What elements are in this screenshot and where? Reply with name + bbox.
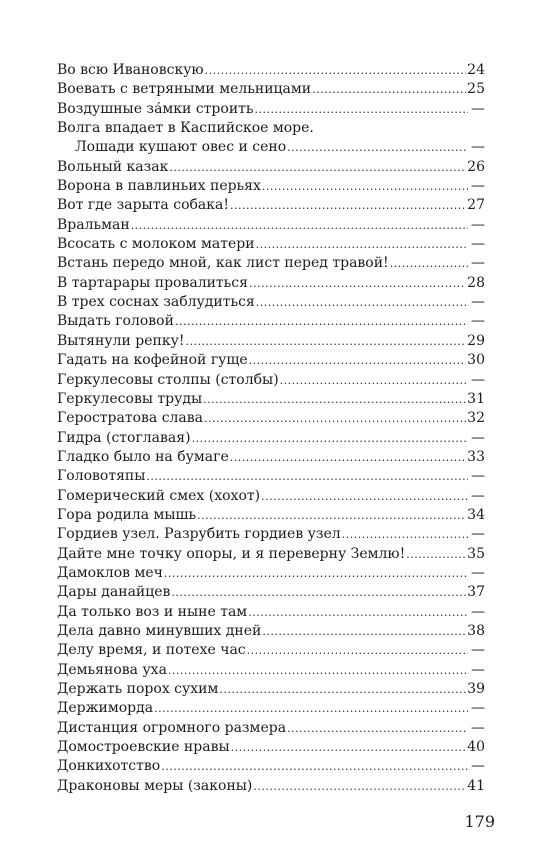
toc-entry [57, 661, 485, 680]
toc-entry-title: Геростратова слава [57, 410, 204, 427]
toc-entry [57, 641, 485, 660]
toc-entry-title: Держиморда [57, 700, 154, 717]
dot-leader [406, 545, 466, 564]
toc-entry [57, 506, 485, 525]
toc-entry-title: Гадать на кофейной гуще [57, 352, 248, 369]
dot-leader [168, 661, 468, 680]
toc-entry-page: 26 [467, 158, 485, 175]
toc-entry-title: Геркулесовы столпы (столбы) [57, 371, 279, 388]
toc-entry-page: 37 [467, 584, 485, 601]
dot-leader [280, 371, 468, 390]
toc-entry [57, 583, 485, 602]
dot-leader [231, 738, 467, 757]
toc-entry-page: 39 [467, 681, 485, 697]
toc-entry [57, 351, 485, 370]
dot-leader [262, 622, 466, 641]
toc-entry [57, 777, 485, 796]
dot-leader [342, 525, 468, 544]
dot-leader [169, 158, 466, 177]
toc-entry-page: 32 [467, 410, 485, 427]
dot-leader [248, 603, 468, 622]
toc-entry-title: Воздушные за́мки строить [57, 100, 254, 117]
toc-entry [57, 525, 485, 544]
dot-leader [230, 448, 466, 467]
dot-leader [249, 274, 466, 293]
toc-entry [57, 487, 485, 506]
dot-leader [154, 699, 468, 718]
dot-leader [171, 583, 466, 602]
toc-entry [57, 467, 485, 486]
toc-entry-title: Дела давно минувших дней [57, 622, 262, 639]
toc-entry [57, 390, 485, 409]
toc-entry-title: В тартарары провалиться [57, 274, 248, 291]
toc-entry-page: 35 [467, 545, 485, 562]
toc-entry-page: — [471, 661, 485, 678]
toc-entry-page: — [471, 526, 485, 543]
toc-entry [57, 274, 485, 293]
toc-entry-title: Выдать головой [57, 313, 174, 330]
toc-entry-title: Держать порох сухим [57, 681, 219, 697]
toc-entry-page: 34 [467, 506, 485, 523]
toc-entry-page: 33 [467, 448, 485, 465]
toc-entry-page: 25 [467, 81, 485, 98]
toc-entry-title: Волга впадает в Каспийское море. [57, 120, 314, 137]
table-of-contents [57, 61, 485, 796]
toc-entry-page: — [471, 100, 485, 117]
dot-leader [230, 196, 466, 215]
toc-entry-page: 28 [467, 274, 485, 291]
toc-entry-page: — [471, 468, 485, 485]
toc-entry-page: — [471, 255, 485, 272]
toc-entry [57, 119, 485, 138]
dot-leader [164, 564, 468, 583]
toc-entry [57, 371, 485, 390]
toc-entry [57, 409, 485, 428]
toc-entry-page: — [471, 700, 485, 717]
dot-leader [287, 719, 468, 738]
toc-entry-page: — [471, 216, 485, 233]
toc-entry-page: — [471, 429, 485, 446]
toc-entry [57, 158, 485, 177]
toc-entry-page: 38 [467, 622, 485, 639]
toc-entry [57, 680, 485, 699]
dot-leader [247, 641, 468, 660]
toc-entry [57, 100, 485, 119]
dot-leader [261, 487, 468, 506]
toc-entry-title: Гора родила мышь [57, 506, 197, 523]
dot-leader [185, 332, 466, 351]
toc-entry-page: — [471, 642, 485, 659]
dot-leader [255, 100, 468, 119]
toc-entry-title: Воевать с ветряными мельницами [57, 81, 312, 98]
toc-entry-page: 30 [467, 352, 485, 369]
toc-entry-title: Драконовы меры (законы) [57, 777, 253, 794]
toc-entry-page: — [471, 487, 485, 504]
dot-leader [256, 293, 468, 312]
toc-entry-page: 40 [467, 739, 485, 756]
toc-entry-title: Гладко было на бумаге [57, 448, 229, 465]
dot-leader [204, 409, 466, 428]
toc-entry [57, 235, 485, 254]
toc-entry [57, 738, 485, 757]
toc-entry-title: Да только воз и ныне там [57, 603, 248, 620]
dot-leader [197, 506, 466, 525]
dot-leader [287, 138, 468, 157]
toc-entry-title: Делу время, и потехе час [57, 642, 246, 659]
toc-entry-page: 41 [467, 777, 485, 794]
toc-entry-title: Вральман [57, 216, 130, 233]
toc-entry [57, 216, 485, 235]
toc-entry-title: Встань передо мной, как лист перед травой! [57, 255, 389, 272]
dot-leader [390, 254, 468, 273]
toc-entry-page: — [471, 139, 485, 156]
toc-entry [57, 448, 485, 467]
toc-entry-title: Вот где зарыта собака! [57, 197, 229, 214]
toc-entry-title: Дистанция огромного размера [57, 719, 287, 736]
toc-entry [57, 429, 485, 448]
dot-leader [146, 467, 468, 486]
toc-entry-title: Гомерический смех (хохот) [57, 487, 261, 504]
toc-entry [57, 603, 485, 622]
dot-leader [253, 777, 466, 796]
toc-entry [57, 138, 485, 157]
toc-entry-page: 31 [467, 390, 485, 407]
toc-entry-title: Вольный казак [57, 158, 169, 175]
toc-entry-title: Ворона в павлиньих перьях [57, 178, 261, 195]
toc-entry-page: — [471, 564, 485, 581]
toc-entry [57, 293, 485, 312]
toc-entry-title: Всосать с молоком матери [57, 236, 255, 253]
toc-entry-title: Гидра (стоглавая) [57, 429, 191, 446]
toc-entry-page: 29 [467, 332, 485, 349]
dot-leader [249, 351, 466, 370]
toc-entry-title: Дары данайцев [57, 584, 171, 601]
dot-leader [161, 757, 468, 776]
toc-entry-page: — [471, 294, 485, 311]
toc-entry-title: Донкихотство [57, 758, 161, 775]
toc-entry [57, 719, 485, 738]
dot-leader [262, 177, 468, 196]
toc-entry [57, 699, 485, 718]
toc-entry-page: — [471, 603, 485, 620]
toc-entry-title: Вытянули репку! [57, 332, 185, 349]
toc-entry [57, 545, 485, 564]
toc-entry [57, 757, 485, 776]
toc-entry [57, 564, 485, 583]
toc-entry [57, 196, 485, 215]
toc-entry [57, 80, 485, 99]
toc-entry-page: — [471, 236, 485, 253]
dot-leader [131, 216, 468, 235]
toc-entry-title: Демьянова уха [57, 661, 167, 678]
toc-entry-page: 24 [467, 62, 485, 78]
dot-leader [175, 312, 468, 331]
toc-entry-page: 27 [467, 197, 485, 214]
toc-entry-title: В трех соснах заблудиться [57, 294, 255, 311]
toc-entry [57, 177, 485, 196]
toc-entry-title: Лошади кушают овес и сено [75, 139, 287, 156]
toc-entry-title: Домостроевские нравы [57, 739, 230, 756]
toc-entry-page: — [471, 313, 485, 330]
toc-entry-title: Дамоклов меч [57, 564, 163, 581]
toc-entry-title: Во всю Ивановскую [57, 62, 204, 78]
dot-leader [256, 235, 468, 254]
toc-entry [57, 332, 485, 351]
dot-leader [219, 680, 466, 699]
page-number: 179 [464, 812, 495, 831]
dot-leader [205, 61, 467, 80]
toc-entry [57, 312, 485, 331]
toc-entry-page: — [471, 371, 485, 388]
toc-entry-title: Головотяпы [57, 468, 146, 485]
dot-leader [203, 390, 466, 409]
dot-leader [312, 80, 466, 99]
toc-entry-page: — [471, 758, 485, 775]
toc-entry [57, 622, 485, 641]
dot-leader [192, 429, 468, 448]
toc-entry-title: Дайте мне точку опоры, и я переверну Землю! [57, 545, 406, 562]
toc-entry [57, 254, 485, 273]
toc-entry [57, 61, 485, 80]
toc-entry-title: Гордиев узел. Разрубить гордиев узел [57, 526, 341, 543]
toc-entry-page: — [471, 719, 485, 736]
toc-entry-page: — [471, 178, 485, 195]
toc-entry-title: Геркулесовы труды [57, 390, 203, 407]
